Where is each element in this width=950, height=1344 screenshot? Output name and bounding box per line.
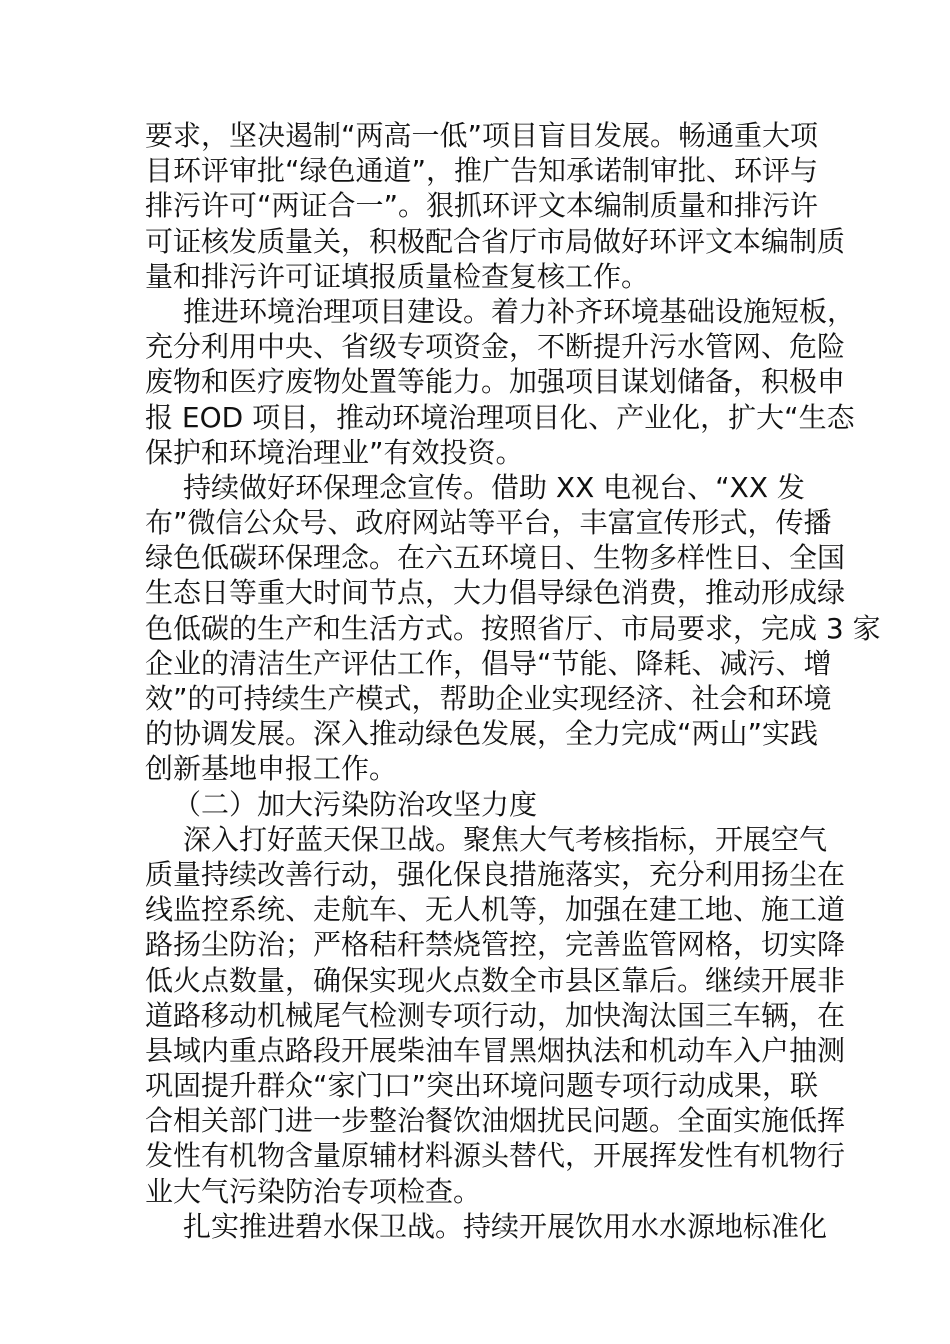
text-line: 可证核发质量关，积极配合省厅市局做好环评文本编制质 xyxy=(145,224,846,258)
paragraph-start-line: 深入打好蓝天保卫战。聚焦大气考核指标，开展空气 xyxy=(183,822,828,856)
text-line: 企业的清洁生产评估工作，倡导“节能、降耗、减污、增 xyxy=(145,646,832,680)
text-line: 生态日等重大时间节点，大力倡导绿色消费，推动形成绿 xyxy=(145,576,846,610)
text-line: 路扬尘防治；严格秸秆禁烧管控，完善监管网格，切实降 xyxy=(145,928,846,962)
text-line: 废物和医疗废物处置等能力。加强项目谋划储备，积极申 xyxy=(145,365,846,399)
text-line: 效”的可持续生产模式，帮助企业实现经济、社会和环境 xyxy=(145,682,832,715)
text-line: 量和排污许可证填报质量检查复核工作。 xyxy=(145,259,650,293)
text-line: 县域内重点路段开展柴油车冒黑烟执法和机动车入户抽测 xyxy=(145,1033,846,1067)
text-line: 布”微信公众号、政府网站等平台，丰富宣传形式，传播 xyxy=(145,506,832,540)
text-line: 目环评审批“绿色通道”，推广告知承诺制审批、环评与 xyxy=(145,154,819,188)
text-line: 绿色低碳环保理念。在六五环境日、生物多样性日、全国 xyxy=(145,541,846,575)
text-line: 的协调发展。深入推动绿色发展，全力完成“两山”实践 xyxy=(145,717,819,751)
text-line: 合相关部门进一步整治餐饮油烟扰民问题。全面实施低挥 xyxy=(145,1104,846,1138)
text-line: 道路移动机械尾气检测专项行动，加快淘汰国三车辆，在 xyxy=(145,998,846,1032)
text-line: 排污许可“两证合一”。狠抓环评文本编制质量和排污许 xyxy=(145,189,819,223)
text-line: 报 EOD 项目，推动环境治理项目化、产业化，扩大“生态 xyxy=(145,400,855,434)
text-line: 业大气污染防治专项检查。 xyxy=(145,1174,482,1208)
text-line: 要求，坚决遏制“两高一低”项目盲目发展。畅通重大项 xyxy=(145,119,819,152)
text-line: 创新基地申报工作。 xyxy=(145,752,398,786)
text-line: 低火点数量，确保实现火点数全市县区靠后。继续开展非 xyxy=(145,963,846,997)
document-body xyxy=(145,118,881,1244)
text-line: 线监控系统、走航车、无人机等，加强在建工地、施工道 xyxy=(145,893,846,927)
paragraph-start-line: 扎实推进碧水保卫战。持续开展饮用水水源地标准化 xyxy=(183,1209,828,1243)
text-line: 发性有机物含量原辅材料源头替代，开展挥发性有机物行 xyxy=(145,1139,846,1173)
paragraph-start-line: 推进环境治理项目建设。着力补齐环境基础设施短板， xyxy=(183,294,856,328)
text-line: 保护和环境治理业”有效投资。 xyxy=(145,435,524,469)
text-line: 质量持续改善行动，强化保良措施落实，充分利用扬尘在 xyxy=(145,857,846,891)
text-line: 充分利用中央、省级专项资金，不断提升污水管网、危险 xyxy=(145,330,846,364)
text-line: 巩固提升群众“家门口”突出环境问题专项行动成果，联 xyxy=(145,1069,819,1103)
paragraph-start-line: 持续做好环保理念宣传。借助 XX 电视台、“XX 发 xyxy=(183,470,805,504)
text-line: 色低碳的生产和生活方式。按照省厅、市局要求，完成 3 家 xyxy=(145,611,881,645)
section-heading: （二）加大污染防治攻坚力度 xyxy=(173,787,538,821)
